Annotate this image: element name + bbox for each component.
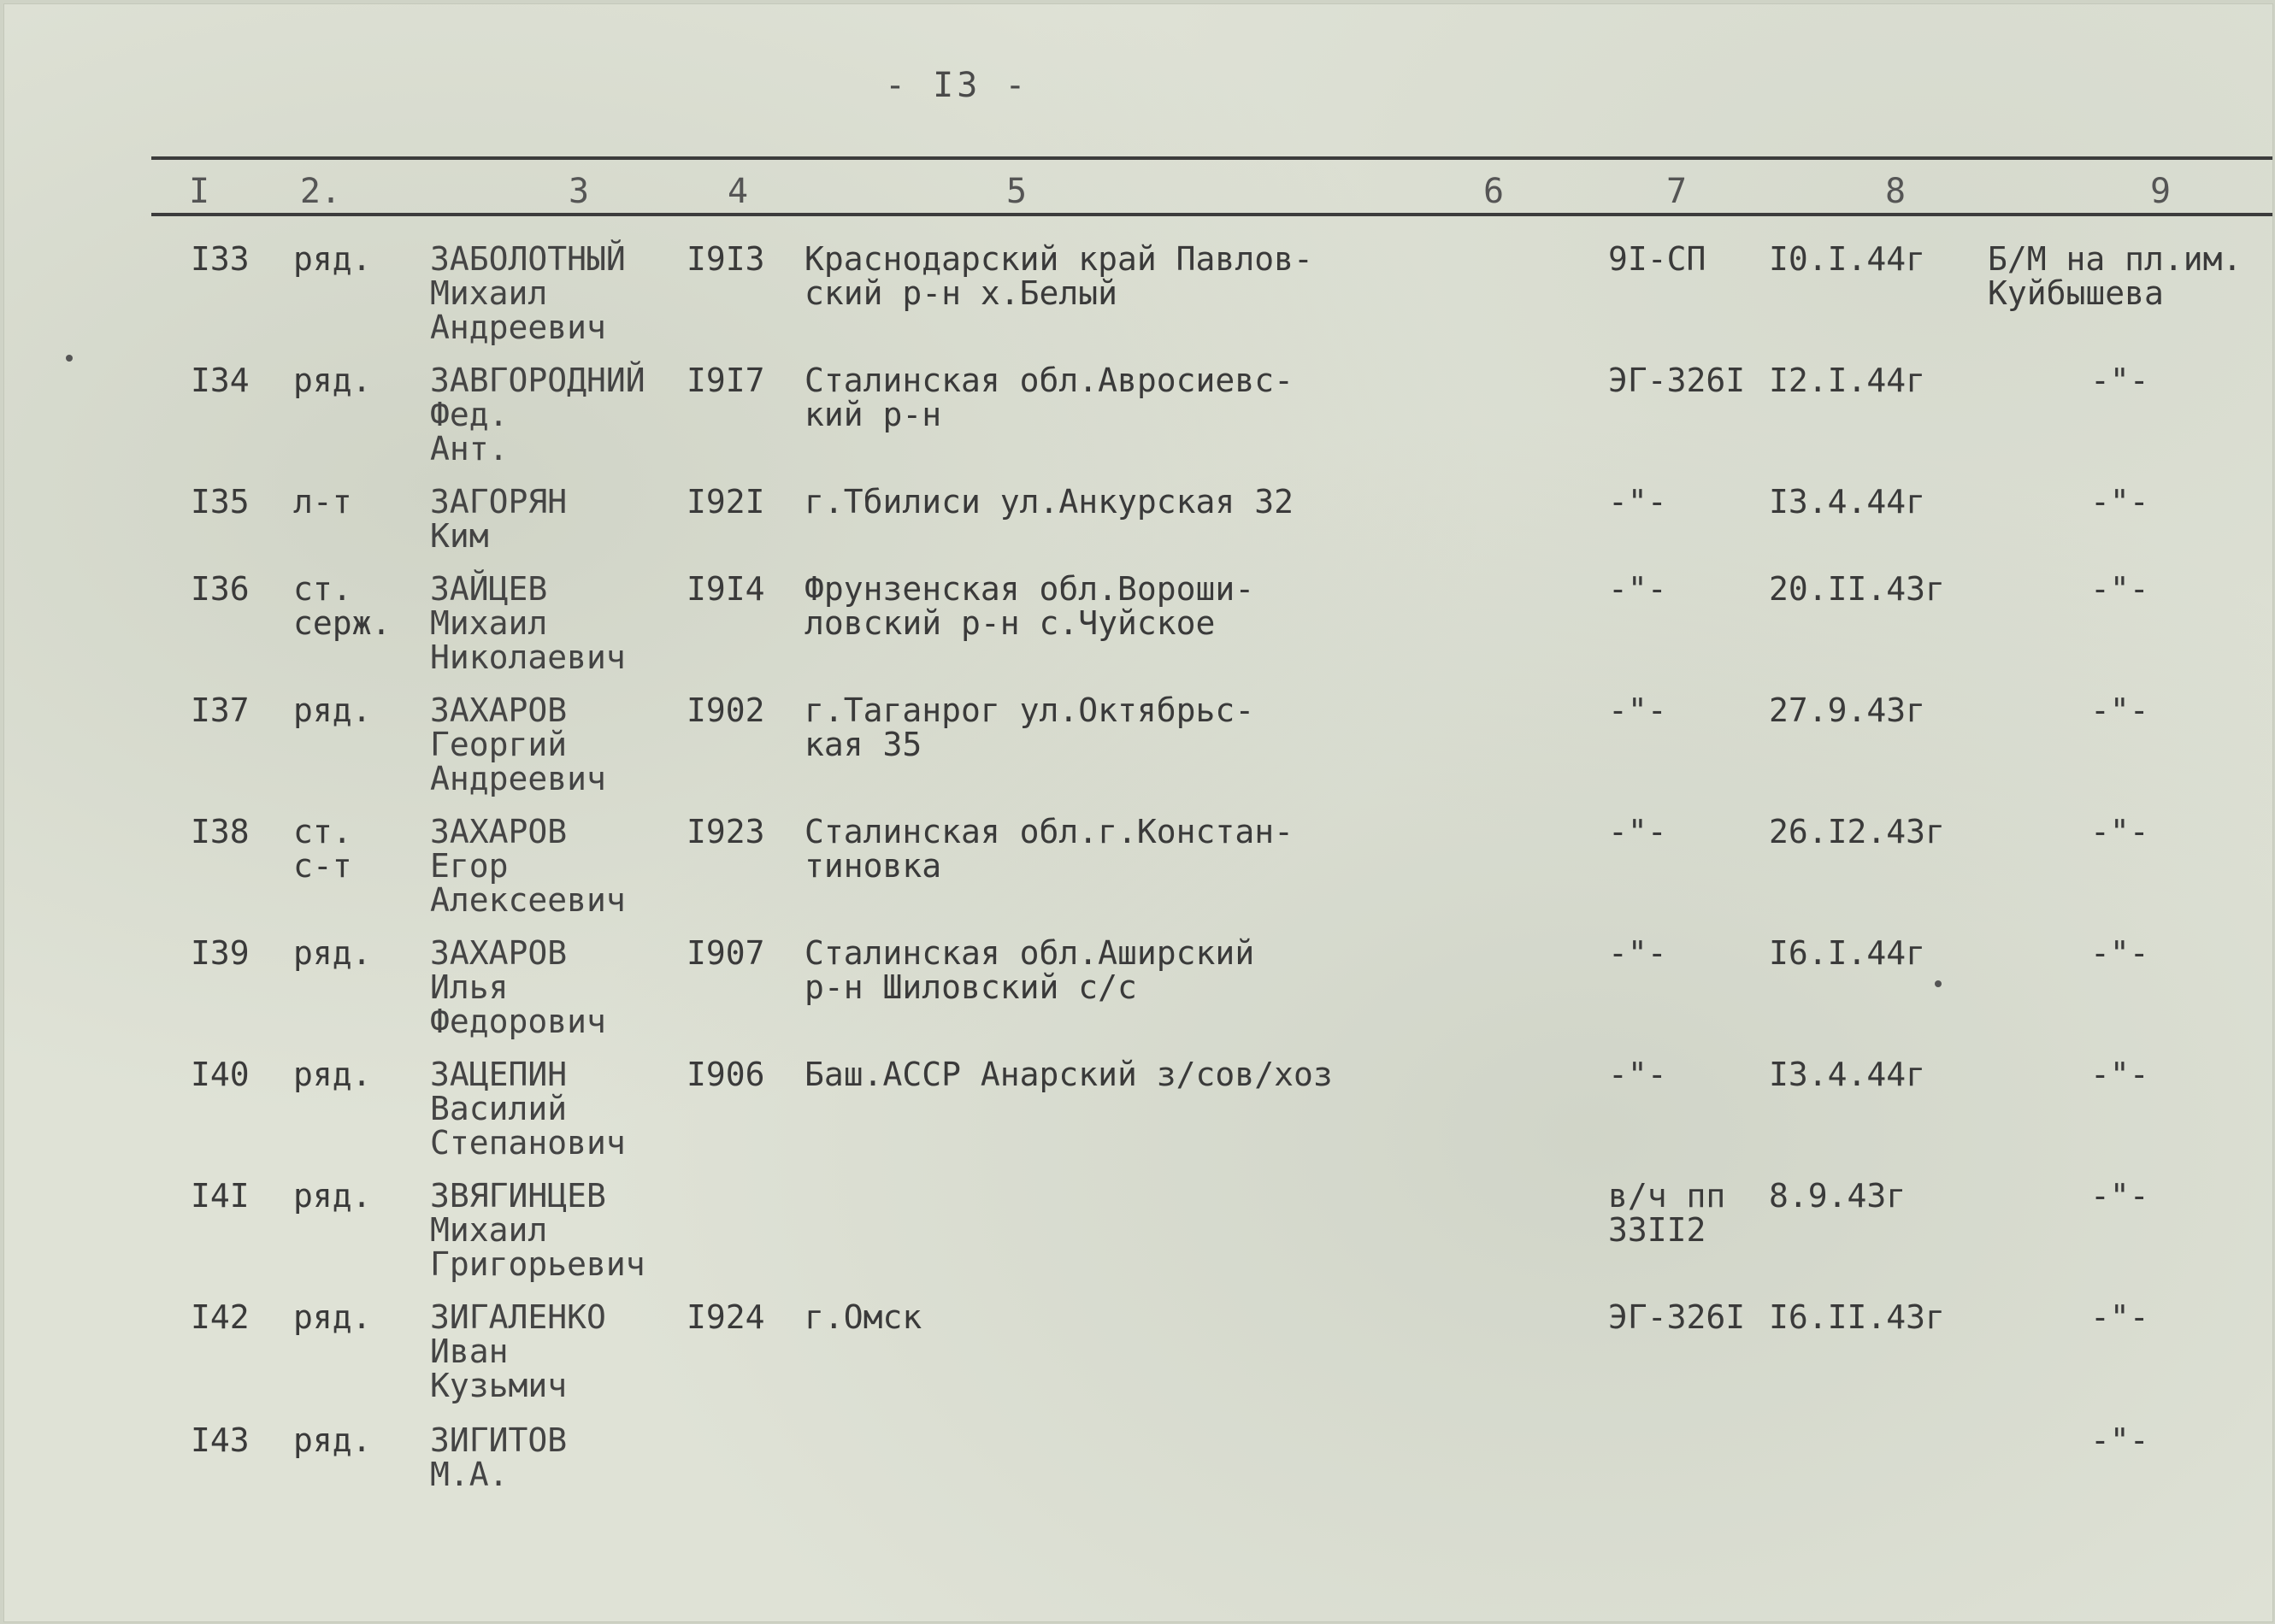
address-cell: Баш.АССР Анарский з/сов/хоз — [805, 1056, 1333, 1093]
note-cell: -"- — [2090, 934, 2149, 972]
row-number-cell: I39 — [191, 934, 250, 972]
unit-code-cell: в/ч пп 33II2 — [1608, 1177, 1726, 1249]
row-number-cell: I40 — [191, 1056, 250, 1093]
military-rank-cell: ряд. — [293, 691, 372, 729]
column-header-9: 9 — [2149, 172, 2172, 211]
page-number: - I3 - — [885, 66, 1029, 105]
date-cell: I6.II.43г — [1769, 1298, 1945, 1336]
note-cell: -"- — [2090, 483, 2149, 521]
address-cell: г.Омск — [805, 1298, 922, 1336]
military-rank-cell: ряд. — [293, 1298, 372, 1336]
address-cell: Сталинская обл.Авросиевс- кий р-н — [805, 362, 1294, 433]
military-rank-cell: ряд. — [293, 1056, 372, 1093]
column-header-5: 5 — [1005, 172, 1028, 211]
date-cell: I6.I.44г — [1769, 934, 1926, 972]
row-number-cell: I33 — [191, 240, 250, 278]
column-header-4: 4 — [727, 172, 749, 211]
ink-speck — [66, 355, 73, 362]
date-cell: I2.I.44г — [1769, 362, 1926, 399]
birth-year-cell: I923 — [687, 813, 765, 850]
date-cell: 27.9.43г — [1769, 691, 1926, 729]
unit-code-cell: ЭГ-326I — [1608, 1298, 1746, 1336]
address-cell: Фрунзенская обл.Вороши- ловский р-н с.Чуйское — [805, 570, 1255, 642]
column-header-1: I — [188, 172, 210, 211]
person-name-cell: ЗАВГОРОДНИЙ Фед. Ант. — [430, 362, 645, 468]
date-cell: I3.4.44г — [1769, 483, 1926, 521]
unit-code-cell: -"- — [1608, 691, 1667, 729]
column-header-7: 7 — [1665, 172, 1688, 211]
birth-year-cell: I924 — [687, 1298, 765, 1336]
person-name-cell: ЗАЦЕПИН Василий Степанович — [430, 1056, 626, 1162]
address-cell: Краснодарский край Павлов- ский р-н х.Белый — [805, 240, 1313, 312]
table-top-rule — [151, 156, 2272, 160]
person-name-cell: ЗАХАРОВ Георгий Андреевич — [430, 691, 606, 797]
date-cell: I0.I.44г — [1769, 240, 1926, 278]
person-name-cell: ЗИГАЛЕНКО Иван Кузьмич — [430, 1298, 606, 1404]
person-name-cell: ЗАБОЛОТНЫЙ Михаил Андреевич — [430, 240, 626, 346]
date-cell: 20.II.43г — [1769, 570, 1945, 608]
birth-year-cell: I9I7 — [687, 362, 765, 399]
table-header-rule — [151, 213, 2272, 216]
unit-code-cell: -"- — [1608, 483, 1667, 521]
address-cell: г.Таганрог ул.Октябрьс- кая 35 — [805, 691, 1255, 763]
row-number-cell: I38 — [191, 813, 250, 850]
person-name-cell: ЗАХАРОВ Илья Федорович — [430, 934, 606, 1040]
document-page — [3, 3, 2273, 1622]
note-cell: -"- — [2090, 1056, 2149, 1093]
person-name-cell: ЗАГОРЯН Ким — [430, 483, 568, 555]
note-cell: -"- — [2090, 813, 2149, 850]
military-rank-cell: ст. серж. — [293, 570, 392, 642]
military-rank-cell: л-т — [293, 483, 352, 521]
column-header-8: 8 — [1884, 172, 1907, 211]
birth-year-cell: I9I3 — [687, 240, 765, 278]
unit-code-cell: -"- — [1608, 1056, 1667, 1093]
military-rank-cell: ст. с-т — [293, 813, 352, 885]
row-number-cell: I42 — [191, 1298, 250, 1336]
address-cell: г.Тбилиси ул.Анкурская 32 — [805, 483, 1294, 521]
person-name-cell: ЗИГИТОВ М.А. — [430, 1421, 568, 1493]
unit-code-cell: -"- — [1608, 934, 1667, 972]
birth-year-cell: I9I4 — [687, 570, 765, 608]
column-header-3: 3 — [568, 172, 590, 211]
date-cell: 8.9.43г — [1769, 1177, 1907, 1215]
row-number-cell: I35 — [191, 483, 250, 521]
note-cell: -"- — [2090, 1421, 2149, 1459]
address-cell: Сталинская обл.г.Констан- тиновка — [805, 813, 1294, 885]
column-header-6: 6 — [1482, 172, 1505, 211]
unit-code-cell: -"- — [1608, 813, 1667, 850]
unit-code-cell: 9I-СП — [1608, 240, 1706, 278]
unit-code-cell: ЭГ-326I — [1608, 362, 1746, 399]
row-number-cell: I34 — [191, 362, 250, 399]
date-cell: 26.I2.43г — [1769, 813, 1945, 850]
person-name-cell: ЗАХАРОВ Егор Алексеевич — [430, 813, 626, 919]
note-cell: -"- — [2090, 691, 2149, 729]
note-cell: -"- — [2090, 570, 2149, 608]
row-number-cell: I4I — [191, 1177, 250, 1215]
military-rank-cell: ряд. — [293, 362, 372, 399]
note-cell: Б/М на пл.им. Куйбышева — [1988, 240, 2243, 312]
person-name-cell: ЗАЙЦЕВ Михаил Николаевич — [430, 570, 626, 676]
birth-year-cell: I902 — [687, 691, 765, 729]
row-number-cell: I43 — [191, 1421, 250, 1459]
date-cell: I3.4.44г — [1769, 1056, 1926, 1093]
row-number-cell: I37 — [191, 691, 250, 729]
column-header-2: 2. — [299, 172, 342, 211]
military-rank-cell: ряд. — [293, 1177, 372, 1215]
person-name-cell: ЗВЯГИНЦЕВ Михаил Григорьевич — [430, 1177, 645, 1283]
address-cell: Сталинская обл.Аширский р-н Шиловский с/с — [805, 934, 1255, 1006]
note-cell: -"- — [2090, 1177, 2149, 1215]
birth-year-cell: I92I — [687, 483, 765, 521]
unit-code-cell: -"- — [1608, 570, 1667, 608]
note-cell: -"- — [2090, 1298, 2149, 1336]
military-rank-cell: ряд. — [293, 1421, 372, 1459]
row-number-cell: I36 — [191, 570, 250, 608]
ink-speck — [1935, 980, 1942, 987]
birth-year-cell: I907 — [687, 934, 765, 972]
military-rank-cell: ряд. — [293, 240, 372, 278]
birth-year-cell: I906 — [687, 1056, 765, 1093]
military-rank-cell: ряд. — [293, 934, 372, 972]
note-cell: -"- — [2090, 362, 2149, 399]
